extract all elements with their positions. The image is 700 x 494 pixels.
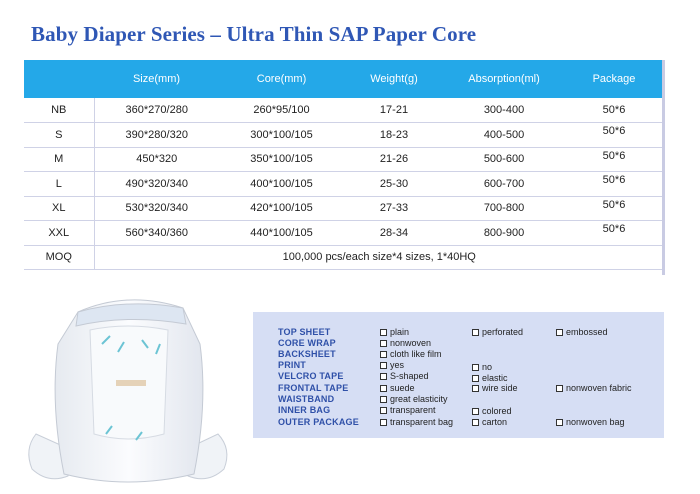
feature-label: CORE WRAP: [278, 338, 336, 348]
row-label: L: [24, 172, 94, 197]
checkbox-icon[interactable]: [472, 364, 479, 371]
cell-package: 50*6: [564, 123, 664, 148]
feature-row-waistband: [253, 394, 664, 405]
table-row: [24, 172, 664, 197]
option-checkbox[interactable]: [380, 338, 431, 349]
option-label: transparent bag: [390, 417, 454, 427]
header-core: Core(mm): [219, 60, 344, 98]
checkbox-icon[interactable]: [472, 329, 479, 336]
cell-weight: 28-34: [344, 221, 444, 246]
option-label: plain: [390, 327, 410, 337]
cell-package: 50*6: [564, 147, 664, 172]
header-absorption: Absorption(ml): [444, 60, 564, 98]
cell-size: 360*270/280: [94, 98, 219, 123]
table-header-row: [24, 60, 664, 98]
option-checkbox[interactable]: [380, 417, 453, 428]
option-label: carton: [482, 417, 508, 427]
cell-absorption: 700-800: [444, 196, 564, 221]
cell-weight: 17-21: [344, 98, 444, 123]
row-label: XXL: [24, 221, 94, 246]
header-package: Package: [564, 60, 664, 98]
checkbox-icon[interactable]: [380, 407, 387, 414]
checkbox-icon[interactable]: [472, 385, 479, 392]
feature-label: BACKSHEET: [278, 349, 336, 359]
checkbox-icon[interactable]: [380, 329, 387, 336]
spec-table: [24, 60, 664, 270]
option-checkbox[interactable]: [380, 349, 442, 360]
feature-label: FRONTAL TAPE: [278, 383, 349, 393]
cell-absorption: 500-600: [444, 147, 564, 172]
cell-weight: 27-33: [344, 196, 444, 221]
row-label: S: [24, 123, 94, 148]
cell-core: 350*100/105: [219, 147, 344, 172]
feature-label: VELCRO TAPE: [278, 371, 344, 381]
diaper-product-image: [18, 284, 236, 490]
checkbox-icon[interactable]: [380, 373, 387, 380]
header-blank: [24, 60, 94, 98]
option-checkbox[interactable]: [380, 327, 409, 338]
table-row: [24, 98, 664, 123]
cell-core: 420*100/105: [219, 196, 344, 221]
option-label: nonwoven fabric: [566, 383, 632, 393]
option-checkbox[interactable]: [472, 406, 512, 417]
cell-core: 300*100/105: [219, 123, 344, 148]
cell-package: 50*6: [564, 98, 664, 123]
header-size: Size(mm): [94, 60, 219, 98]
option-checkbox[interactable]: [380, 371, 429, 382]
feature-label: TOP SHEET: [278, 327, 331, 337]
option-label: S-shaped: [390, 371, 429, 381]
cell-package: 50*6: [564, 221, 664, 246]
option-label: great elasticity: [390, 394, 448, 404]
feature-label: OUTER PACKAGE: [278, 417, 359, 427]
option-label: colored: [482, 406, 512, 416]
feature-row-inner-bag: [253, 405, 664, 416]
cell-package: 50*6: [564, 196, 664, 221]
option-label: yes: [390, 360, 405, 370]
checkbox-icon[interactable]: [472, 419, 479, 426]
checkbox-icon[interactable]: [380, 396, 387, 403]
cell-size: 490*320/340: [94, 172, 219, 197]
features-panel: [253, 312, 664, 438]
cell-size: 390*280/320: [94, 123, 219, 148]
option-label: no: [482, 362, 493, 372]
option-label: elastic: [482, 373, 508, 383]
cell-absorption: 300-400: [444, 98, 564, 123]
moq-row: [24, 245, 664, 270]
option-checkbox[interactable]: [380, 405, 436, 416]
cell-size: 530*320/340: [94, 196, 219, 221]
feature-row-print: [253, 360, 664, 371]
checkbox-icon[interactable]: [380, 351, 387, 358]
row-label: XL: [24, 196, 94, 221]
checkbox-icon[interactable]: [380, 362, 387, 369]
table-row: [24, 123, 664, 148]
feature-row-core-wrap: [253, 338, 664, 349]
feature-label: WAISTBAND: [278, 394, 335, 404]
cell-absorption: 800-900: [444, 221, 564, 246]
option-checkbox[interactable]: [556, 417, 625, 428]
cell-weight: 18-23: [344, 123, 444, 148]
cell-absorption: 600-700: [444, 172, 564, 197]
feature-row-frontal-tape: [253, 383, 664, 394]
checkbox-icon[interactable]: [472, 408, 479, 415]
option-label: transparent: [390, 405, 436, 415]
cell-core: 440*100/105: [219, 221, 344, 246]
page-title: Baby Diaper Series – Ultra Thin SAP Paper Core: [31, 22, 477, 46]
moq-value: 100,000 pcs/each size*4 sizes, 1*40HQ: [94, 245, 664, 270]
table-row: [24, 147, 664, 172]
option-checkbox[interactable]: [556, 327, 608, 338]
cell-core: 260*95/100: [219, 98, 344, 123]
checkbox-icon[interactable]: [556, 385, 563, 392]
option-label: nonwoven: [390, 338, 432, 348]
option-checkbox[interactable]: [380, 394, 448, 405]
checkbox-icon[interactable]: [556, 329, 563, 336]
checkbox-icon[interactable]: [380, 340, 387, 347]
option-checkbox[interactable]: [472, 383, 518, 394]
option-label: wire side: [482, 383, 518, 393]
option-label: perforated: [482, 327, 524, 337]
moq-label: MOQ: [24, 245, 94, 270]
feature-label: PRINT: [278, 360, 306, 370]
feature-row-velcro-tape: [253, 371, 664, 382]
header-weight: Weight(g): [344, 60, 444, 98]
table-row: [24, 221, 664, 246]
cell-package: 50*6: [564, 172, 664, 197]
feature-row-backsheet: [253, 349, 664, 360]
option-checkbox[interactable]: [556, 383, 632, 394]
table-row: [24, 196, 664, 221]
option-checkbox[interactable]: [380, 383, 415, 394]
option-checkbox[interactable]: [472, 327, 523, 338]
option-label: embossed: [566, 327, 608, 337]
cell-weight: 21-26: [344, 147, 444, 172]
feature-label: INNER BAG: [278, 405, 331, 415]
option-label: suede: [390, 383, 415, 393]
option-label: nonwoven bag: [566, 417, 625, 427]
cell-size: 450*320: [94, 147, 219, 172]
option-label: cloth like film: [390, 349, 442, 359]
cell-size: 560*340/360: [94, 221, 219, 246]
checkbox-icon[interactable]: [380, 385, 387, 392]
checkbox-icon[interactable]: [472, 375, 479, 382]
option-checkbox[interactable]: [472, 417, 507, 428]
row-label: M: [24, 147, 94, 172]
feature-row-top-sheet: [253, 327, 664, 338]
feature-row-outer-package: [253, 417, 664, 428]
row-label: NB: [24, 98, 94, 123]
cell-weight: 25-30: [344, 172, 444, 197]
checkbox-icon[interactable]: [380, 419, 387, 426]
cell-absorption: 400-500: [444, 123, 564, 148]
cell-core: 400*100/105: [219, 172, 344, 197]
table-edge-divider: [662, 60, 665, 275]
option-checkbox[interactable]: [380, 360, 404, 371]
checkbox-icon[interactable]: [556, 419, 563, 426]
